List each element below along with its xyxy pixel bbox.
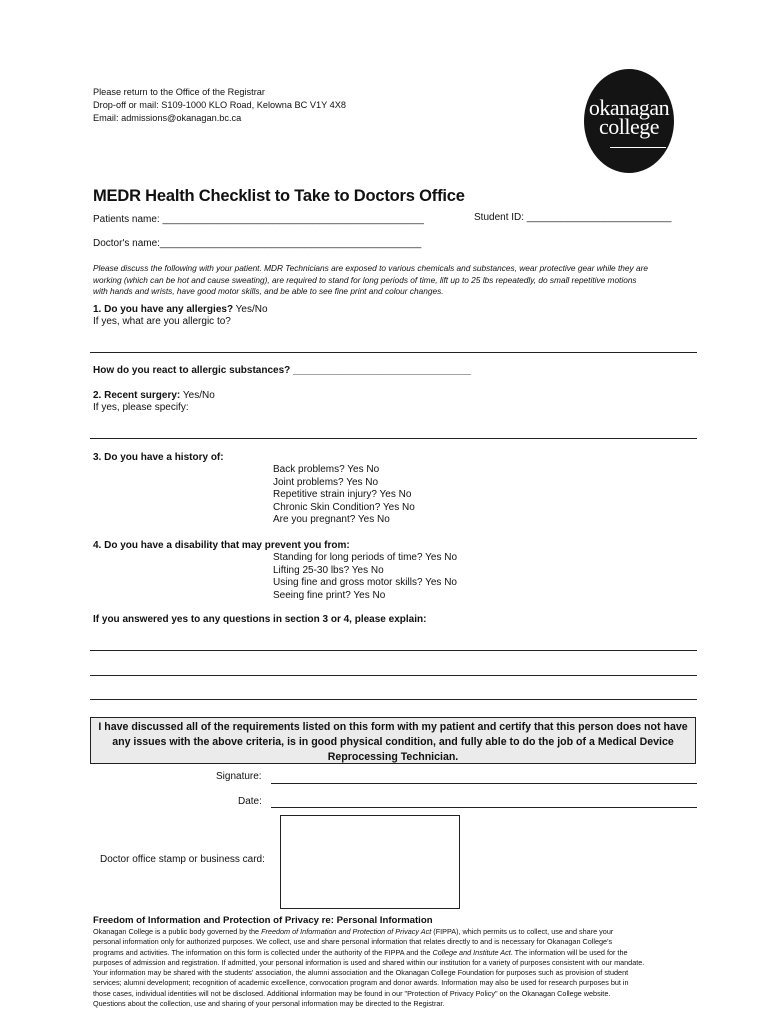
privacy-notice xyxy=(93,927,698,1009)
intro-line-1: Please discuss the following with your patient. MDR Technicians are exposed to various chemicals and substances, wear protective gear while they are xyxy=(93,263,648,273)
question-2-options[interactable]: Yes/No xyxy=(182,390,215,401)
privacy-line-5: Your information may be shared with the students' association, the alumni association and the Okanagan College Foundation for purposes such as provision of student xyxy=(93,968,629,978)
question-1-label: 1. Do you have any allergies? xyxy=(93,304,234,315)
explain-line-2[interactable] xyxy=(90,675,697,676)
list-item[interactable]: Joint problems? Yes No xyxy=(273,476,379,488)
certification-line-2: any issues with the above criteria, is in good physical condition, and fully able to do the job of a Medical Device xyxy=(112,736,674,748)
answer-line-surgery[interactable] xyxy=(90,438,697,439)
privacy-text: programs and activities. The information on this form is collected under the authority of the FIPPA and the xyxy=(93,947,433,957)
date-label: Date: xyxy=(238,796,262,807)
okanagan-college-logo xyxy=(584,69,674,173)
question-2 xyxy=(93,390,215,403)
privacy-act-name: College and Institute Act xyxy=(432,947,511,957)
return-line-1: Please return to the Office of the Registrar xyxy=(93,87,265,97)
explain-line-3[interactable] xyxy=(90,699,697,700)
question-2-label: 2. Recent surgery: xyxy=(93,390,181,401)
signature-label: Signature: xyxy=(216,771,262,782)
question-1-options[interactable]: Yes/No xyxy=(235,304,268,315)
return-line-3: Email: admissions@okanagan.bc.ca xyxy=(93,113,242,123)
certification-line-3: Reprocessing Technician. xyxy=(327,751,459,763)
stamp-label: Doctor office stamp or business card: xyxy=(100,854,265,865)
list-item[interactable]: Repetitive strain injury? Yes No xyxy=(273,489,412,501)
privacy-text: Okanagan College is a public body governed by the xyxy=(93,927,262,936)
question-4-list xyxy=(273,552,457,602)
page-title: MEDR Health Checklist to Take to Doctors Office xyxy=(93,187,465,205)
privacy-line-4: purposes of admission and registration. If admitted, your personal information is used and shared within our institution for a variety of purposes consistent with our mandate. xyxy=(93,957,645,967)
question-4-label: 4. Do you have a disability that may prevent you from: xyxy=(93,540,350,551)
return-line-2: Drop-off or mail: S109-1000 KLO Road, Kelowna BC V1Y 4X8 xyxy=(93,100,346,110)
list-item[interactable]: Chronic Skin Condition? Yes No xyxy=(273,501,415,513)
privacy-line-6: services; alumni development; recognition of academic excellence, convocation program and donor awards. Information may also be used for research purposes but in xyxy=(93,978,629,988)
question-1-followup: If yes, what are you allergic to? xyxy=(93,316,231,327)
privacy-heading: Freedom of Information and Protection of Privacy re: Personal Information xyxy=(93,915,433,926)
list-item[interactable]: Back problems? Yes No xyxy=(273,464,380,475)
logo-line-2: college xyxy=(598,114,660,139)
student-id-field[interactable]: Student ID: __________________________ xyxy=(474,212,672,223)
intro-line-3: with hands and wrists, have good motor skills, and be able to see fine print and colour changes. xyxy=(93,286,444,297)
list-item[interactable]: Standing for long periods of time? Yes No xyxy=(273,552,458,563)
intro-line-2: working (which can be hot and cause sweating), are required to stand for long periods of time, lift up to 25 lbs repeatedly, do small repetitive motions xyxy=(93,274,637,285)
privacy-line-1 xyxy=(93,927,698,937)
explain-line-1[interactable] xyxy=(90,650,697,651)
privacy-line-2: personal information only for authorized purposes. We collect, use and share personal information that relates directly to and is necessary for Okanagan College's xyxy=(93,937,613,947)
date-line[interactable] xyxy=(271,807,697,808)
question-3-list xyxy=(273,464,415,527)
explain-label: If you answered yes to any questions in section 3 or 4, please explain: xyxy=(93,614,427,625)
privacy-text: . The information will be used for the xyxy=(510,947,628,957)
list-item[interactable]: Are you pregnant? Yes No xyxy=(273,514,390,526)
list-item[interactable]: Using fine and gross motor skills? Yes No xyxy=(273,577,457,589)
list-item[interactable]: Lifting 25-30 lbs? Yes No xyxy=(273,564,384,576)
list-item[interactable]: Seeing fine print? Yes No xyxy=(273,589,386,601)
patient-name-field[interactable]: Patients name: _______________________________________________ xyxy=(93,214,424,225)
intro-paragraph xyxy=(93,263,648,298)
question-2-followup: If yes, please specify: xyxy=(93,402,189,413)
doctor-name-field[interactable]: Doctor's name:_______________________________________________ xyxy=(93,238,422,249)
return-instructions xyxy=(93,86,346,125)
privacy-act-name: Freedom of Information and Protection of Privacy Act xyxy=(261,927,432,936)
signature-line[interactable] xyxy=(271,783,697,784)
logo-underline xyxy=(610,147,666,148)
certification-box xyxy=(90,717,696,764)
privacy-text: (FIPPA), which permits us to collect, use and share your xyxy=(431,927,614,936)
allergic-reaction-field[interactable]: How do you react to allergic substances? ________________________________ xyxy=(93,365,472,376)
stamp-box[interactable] xyxy=(280,815,460,909)
certification-line-1: I have discussed all of the requirements listed on this form with my patient and certify that this person does not have xyxy=(98,721,688,733)
answer-line-allergies[interactable] xyxy=(90,352,697,353)
privacy-line-3 xyxy=(93,948,698,958)
privacy-line-8: Questions about the collection, use and sharing of your personal information may be directed to the Registrar. xyxy=(93,999,445,1009)
question-1 xyxy=(93,304,268,317)
question-3-label: 3. Do you have a history of: xyxy=(93,452,224,463)
privacy-line-7: those cases, individual identities will not be disclosed. Additional information may be found in our "Protection of Privacy Policy" on the Okanagan College website. xyxy=(93,988,611,998)
logo-line-1: okanagan xyxy=(588,95,670,120)
